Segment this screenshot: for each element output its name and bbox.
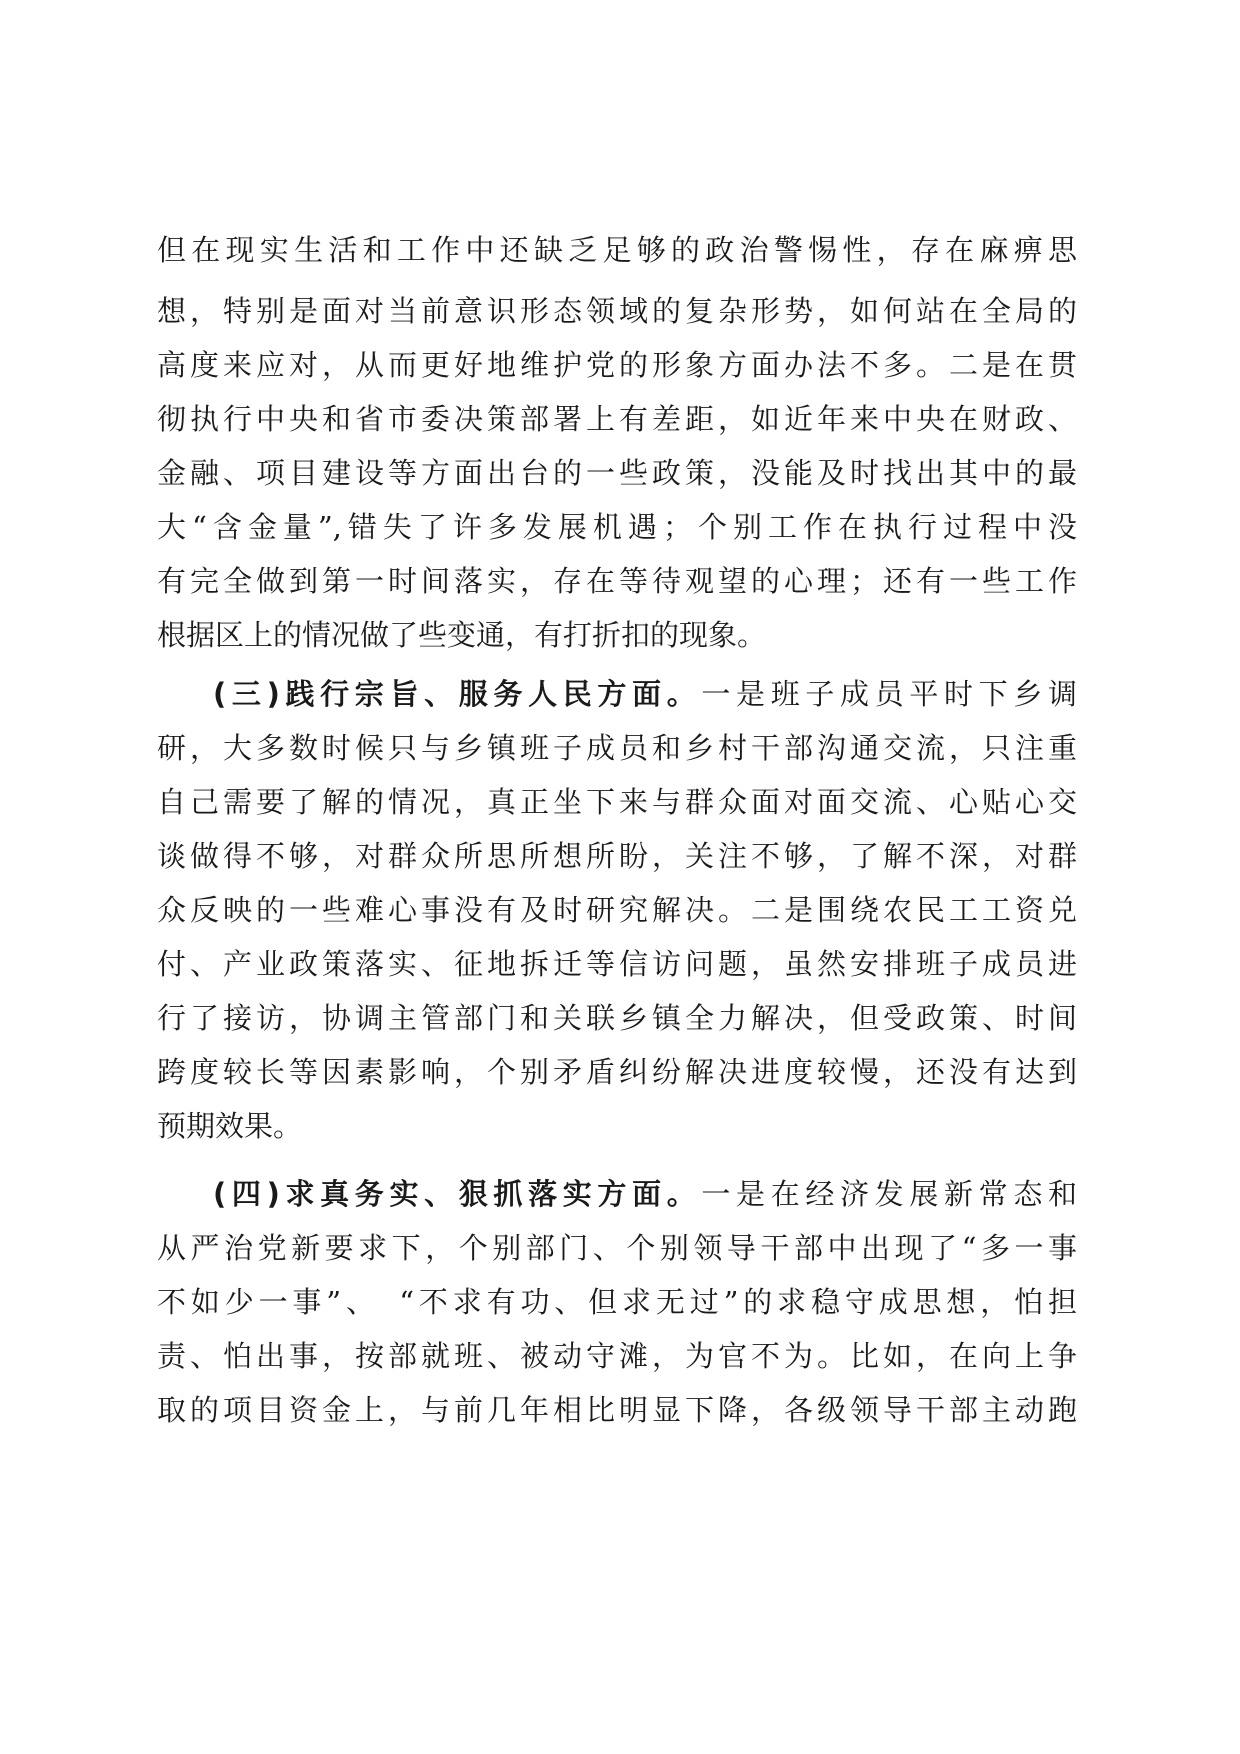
paragraph-line: 金融、项目建设等方面出台的一些政策，没能及时找出其中的最 (157, 456, 1077, 490)
section-3-first-line (213, 670, 1077, 718)
paragraph-line: 从严治党新要求下，个别部门、个别领导干部中出现了“多一事 (157, 1231, 1077, 1265)
paragraph-line: 有完全做到第一时间落实，存在等待观望的心理；还有一些工作 (157, 564, 1077, 598)
paragraph-line: 自己需要了解的情况，真正坐下来与群众面对面交流、心贴心交 (157, 785, 1077, 819)
paragraph-line: 研，大多数时候只与乡镇班子成员和乡村干部沟通交流，只注重 (157, 731, 1077, 765)
paragraph-line: 行了接访，协调主管部门和关联乡镇全力解决，但受政策、时间 (157, 1001, 1077, 1035)
paragraph-line: 取的项目资金上，与前几年相比明显下降，各级领导干部主动跑 (157, 1393, 1077, 1427)
paragraph-line: 大“含金量”,错失了许多发展机遇；个别工作在执行过程中没 (157, 510, 1077, 544)
paragraph-line: 不如少一事”、 “不求有功、但求无过”的求稳守成思想，怕担 (157, 1285, 1077, 1319)
paragraph-line: 彻执行中央和省市委决策部署上有差距，如近年来中央在财政、 (157, 402, 1077, 436)
section-4-first-line-text: 一是在经济发展新常态和 (701, 1177, 1077, 1211)
paragraph-line: 高度来应对，从而更好地维护党的形象方面办法不多。二是在贯 (157, 348, 1077, 382)
section-3-first-line-text: 一是班子成员平时下乡调 (701, 677, 1077, 711)
paragraph-line: 但在现实生活和工作中还缺乏足够的政治警惕性，存在麻痹思 (157, 233, 1077, 267)
paragraph-line: 众反映的一些难心事没有及时研究解决。二是围绕农民工工资兑 (157, 893, 1077, 927)
section-4-heading: (四)求真务实、狠抓落实方面。 (213, 1177, 702, 1211)
paragraph-line: 想，特别是面对当前意识形态领域的复杂形势，如何站在全局的 (157, 294, 1077, 328)
paragraph-line: 跨度较长等因素影响，个别矛盾纠纷解决进度较慢，还没有达到 (157, 1055, 1077, 1089)
section-3-heading: (三)践行宗旨、服务人民方面。 (213, 677, 702, 711)
paragraph-line: 根据区上的情况做了些变通，有打折扣的现象。 (157, 618, 767, 652)
paragraph-line: 付、产业政策落实、征地拆迁等信访问题，虽然安排班子成员进 (157, 947, 1077, 981)
paragraph-line: 谈做得不够，对群众所思所想所盼，关注不够，了解不深，对群 (157, 839, 1077, 873)
paragraph-line: 责、怕出事，按部就班、被动守滩，为官不为。比如，在向上争 (157, 1339, 1077, 1373)
section-4-first-line (213, 1170, 1077, 1218)
paragraph-line: 预期效果。 (157, 1109, 303, 1143)
